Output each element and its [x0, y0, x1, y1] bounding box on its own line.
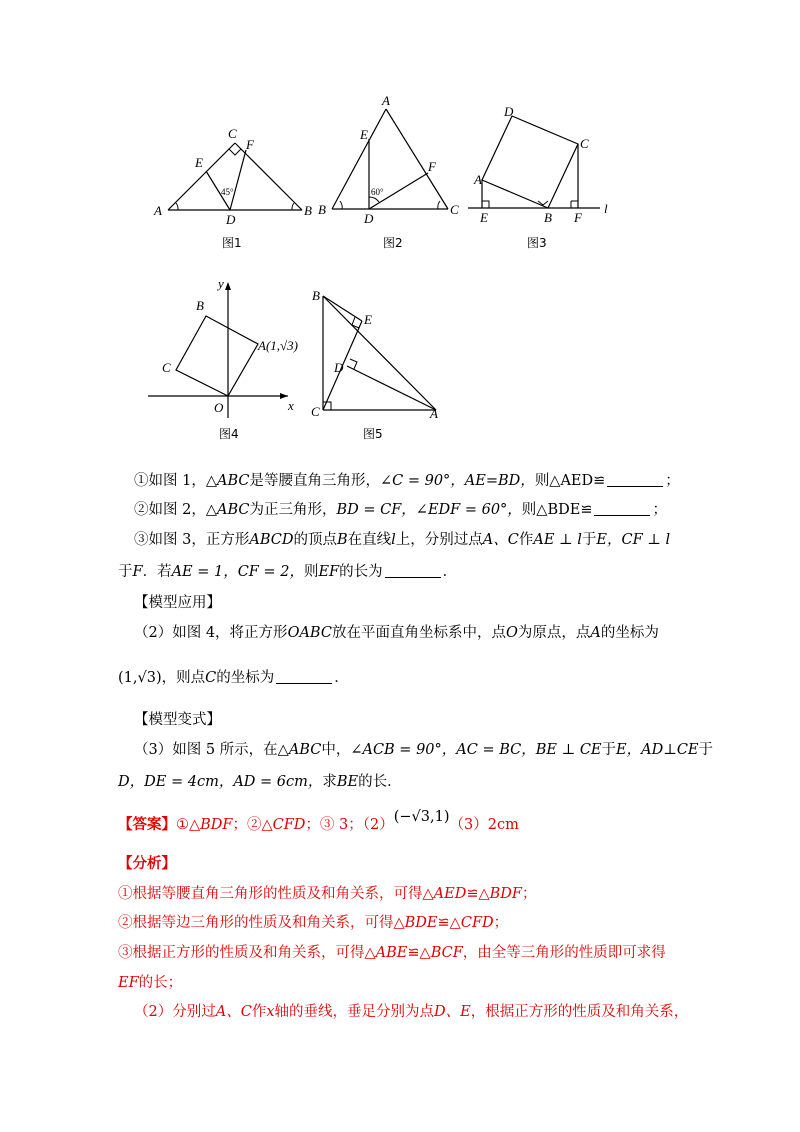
answer-blank-4 [276, 669, 332, 684]
fig1-label-a: A [154, 203, 162, 218]
fig4-label-a: A(1,√3) [258, 338, 298, 353]
fig2-label-a: A [382, 93, 390, 108]
figure-4 [148, 278, 308, 418]
fig2-label-b: B [318, 202, 326, 217]
fig2-label-c: C [450, 202, 459, 217]
question-4-line-1: （2）如图 4，将正方形OABC放在平面直角坐标系中，点O为原点，点A的坐标为 [134, 625, 659, 641]
figure-3-diagram [468, 102, 618, 228]
figure-3 [468, 102, 618, 228]
fig4-label-b: B [196, 298, 204, 313]
question-5-line-1: （3）如图 5 所示，在△ABC中，∠ACB = 90°，AC = BC，BE ⊥ CE于E，AD⊥CE于 [134, 742, 714, 758]
question-1: ①如图 1，△ABC是等腰直角三角形，∠C = 90°，AE=BD，则△AED≌ ； [134, 473, 680, 489]
fig1-label-d: D [226, 212, 236, 227]
question-3-line-2: 于F．若AE = 1，CF = 2，则EF的长为 ． [118, 564, 458, 580]
fig1-angle-label: 45° [221, 187, 234, 197]
fig3-caption: 图3 [527, 236, 547, 250]
fig2-angle-label: 60° [371, 187, 384, 197]
answer-blank-2 [594, 501, 650, 516]
fig1-caption: 图1 [222, 236, 242, 250]
analysis-line-3: ③根据正方形的性质及和角关系，可得△ABE≌△BCF，由全等三角形的性质即可求得 [118, 945, 666, 961]
heading-model-application: 【模型应用】 [134, 595, 221, 611]
figure-1-diagram [150, 125, 320, 225]
analysis-line-1: ①根据等腰直角三角形的性质及和角关系，可得△AED≌△BDF； [118, 886, 537, 902]
fig5-label-d: D [334, 360, 344, 375]
fig3-label-b: B [544, 210, 552, 225]
fig4-caption: 图4 [219, 427, 239, 441]
fig1-label-f: F [246, 137, 254, 152]
fig4-label-o: O [214, 400, 224, 415]
fig2-label-d: D [364, 211, 374, 226]
fig5-label-a: A [430, 406, 438, 421]
question-5-line-2: D，DE = 4cm，AD = 6cm，求BE的长． [118, 774, 402, 790]
fig5-label-b: B [312, 288, 320, 303]
fig5-caption: 图5 [363, 427, 383, 441]
fig3-label-f: F [574, 210, 582, 225]
question-4-line-2: (1,√3)，则点C的坐标为 ． [118, 670, 349, 686]
fig3-label-c: C [580, 136, 589, 151]
fig1-label-c: C [228, 126, 237, 141]
figure-2 [318, 95, 468, 225]
answer-line: 【答案】①△BDF；②△CFD；③ 3；（2）(−√3,1)（3）2cm [118, 809, 519, 833]
figure-1 [150, 125, 320, 225]
fig4-label-c: C [162, 360, 171, 375]
figure-4-diagram [148, 278, 308, 418]
figure-5-diagram [310, 290, 450, 420]
fig5-label-c: C [311, 404, 320, 419]
fig1-label-e: E [195, 155, 203, 170]
answer-tag: 【答案】 [118, 816, 176, 833]
heading-model-variation: 【模型变式】 [134, 712, 221, 728]
question-2: ②如图 2，△ABC为正三角形，BD = CF，∠EDF = 60°，则△BDE≌ ； [134, 502, 667, 518]
fig3-label-l: l [604, 201, 608, 216]
analysis-line-2: ②根据等边三角形的性质及和角关系，可得△BDE≌△CFD； [118, 915, 509, 931]
fig2-label-f: F [428, 159, 436, 174]
fig3-label-d: D [504, 104, 514, 119]
fig1-label-b: B [304, 203, 312, 218]
analysis-line-5: （2）分别过A、C作x轴的垂线，垂足分别为点D、E，根据正方形的性质及和角关系， [134, 1004, 689, 1020]
fig2-label-e: E [360, 127, 368, 142]
fig3-label-e: E [480, 210, 488, 225]
fig4-label-y: y [218, 276, 224, 291]
fig5-label-e: E [364, 312, 372, 327]
figure-5 [310, 290, 450, 420]
question-3-line-1: ③如图 3，正方形ABCD的顶点B在直线l上，分别过点A、C作AE ⊥ l于E，CF ⊥ l [134, 532, 671, 548]
figure-2-diagram [318, 95, 468, 225]
fig2-caption: 图2 [383, 236, 403, 250]
answer-blank-1 [607, 472, 663, 487]
fig3-label-a: A [474, 172, 482, 187]
analysis-heading: 【分析】 [118, 855, 176, 872]
analysis-line-4: EF的长； [118, 975, 183, 991]
fig4-label-x: x [288, 398, 294, 413]
answer-blank-3 [385, 563, 441, 578]
